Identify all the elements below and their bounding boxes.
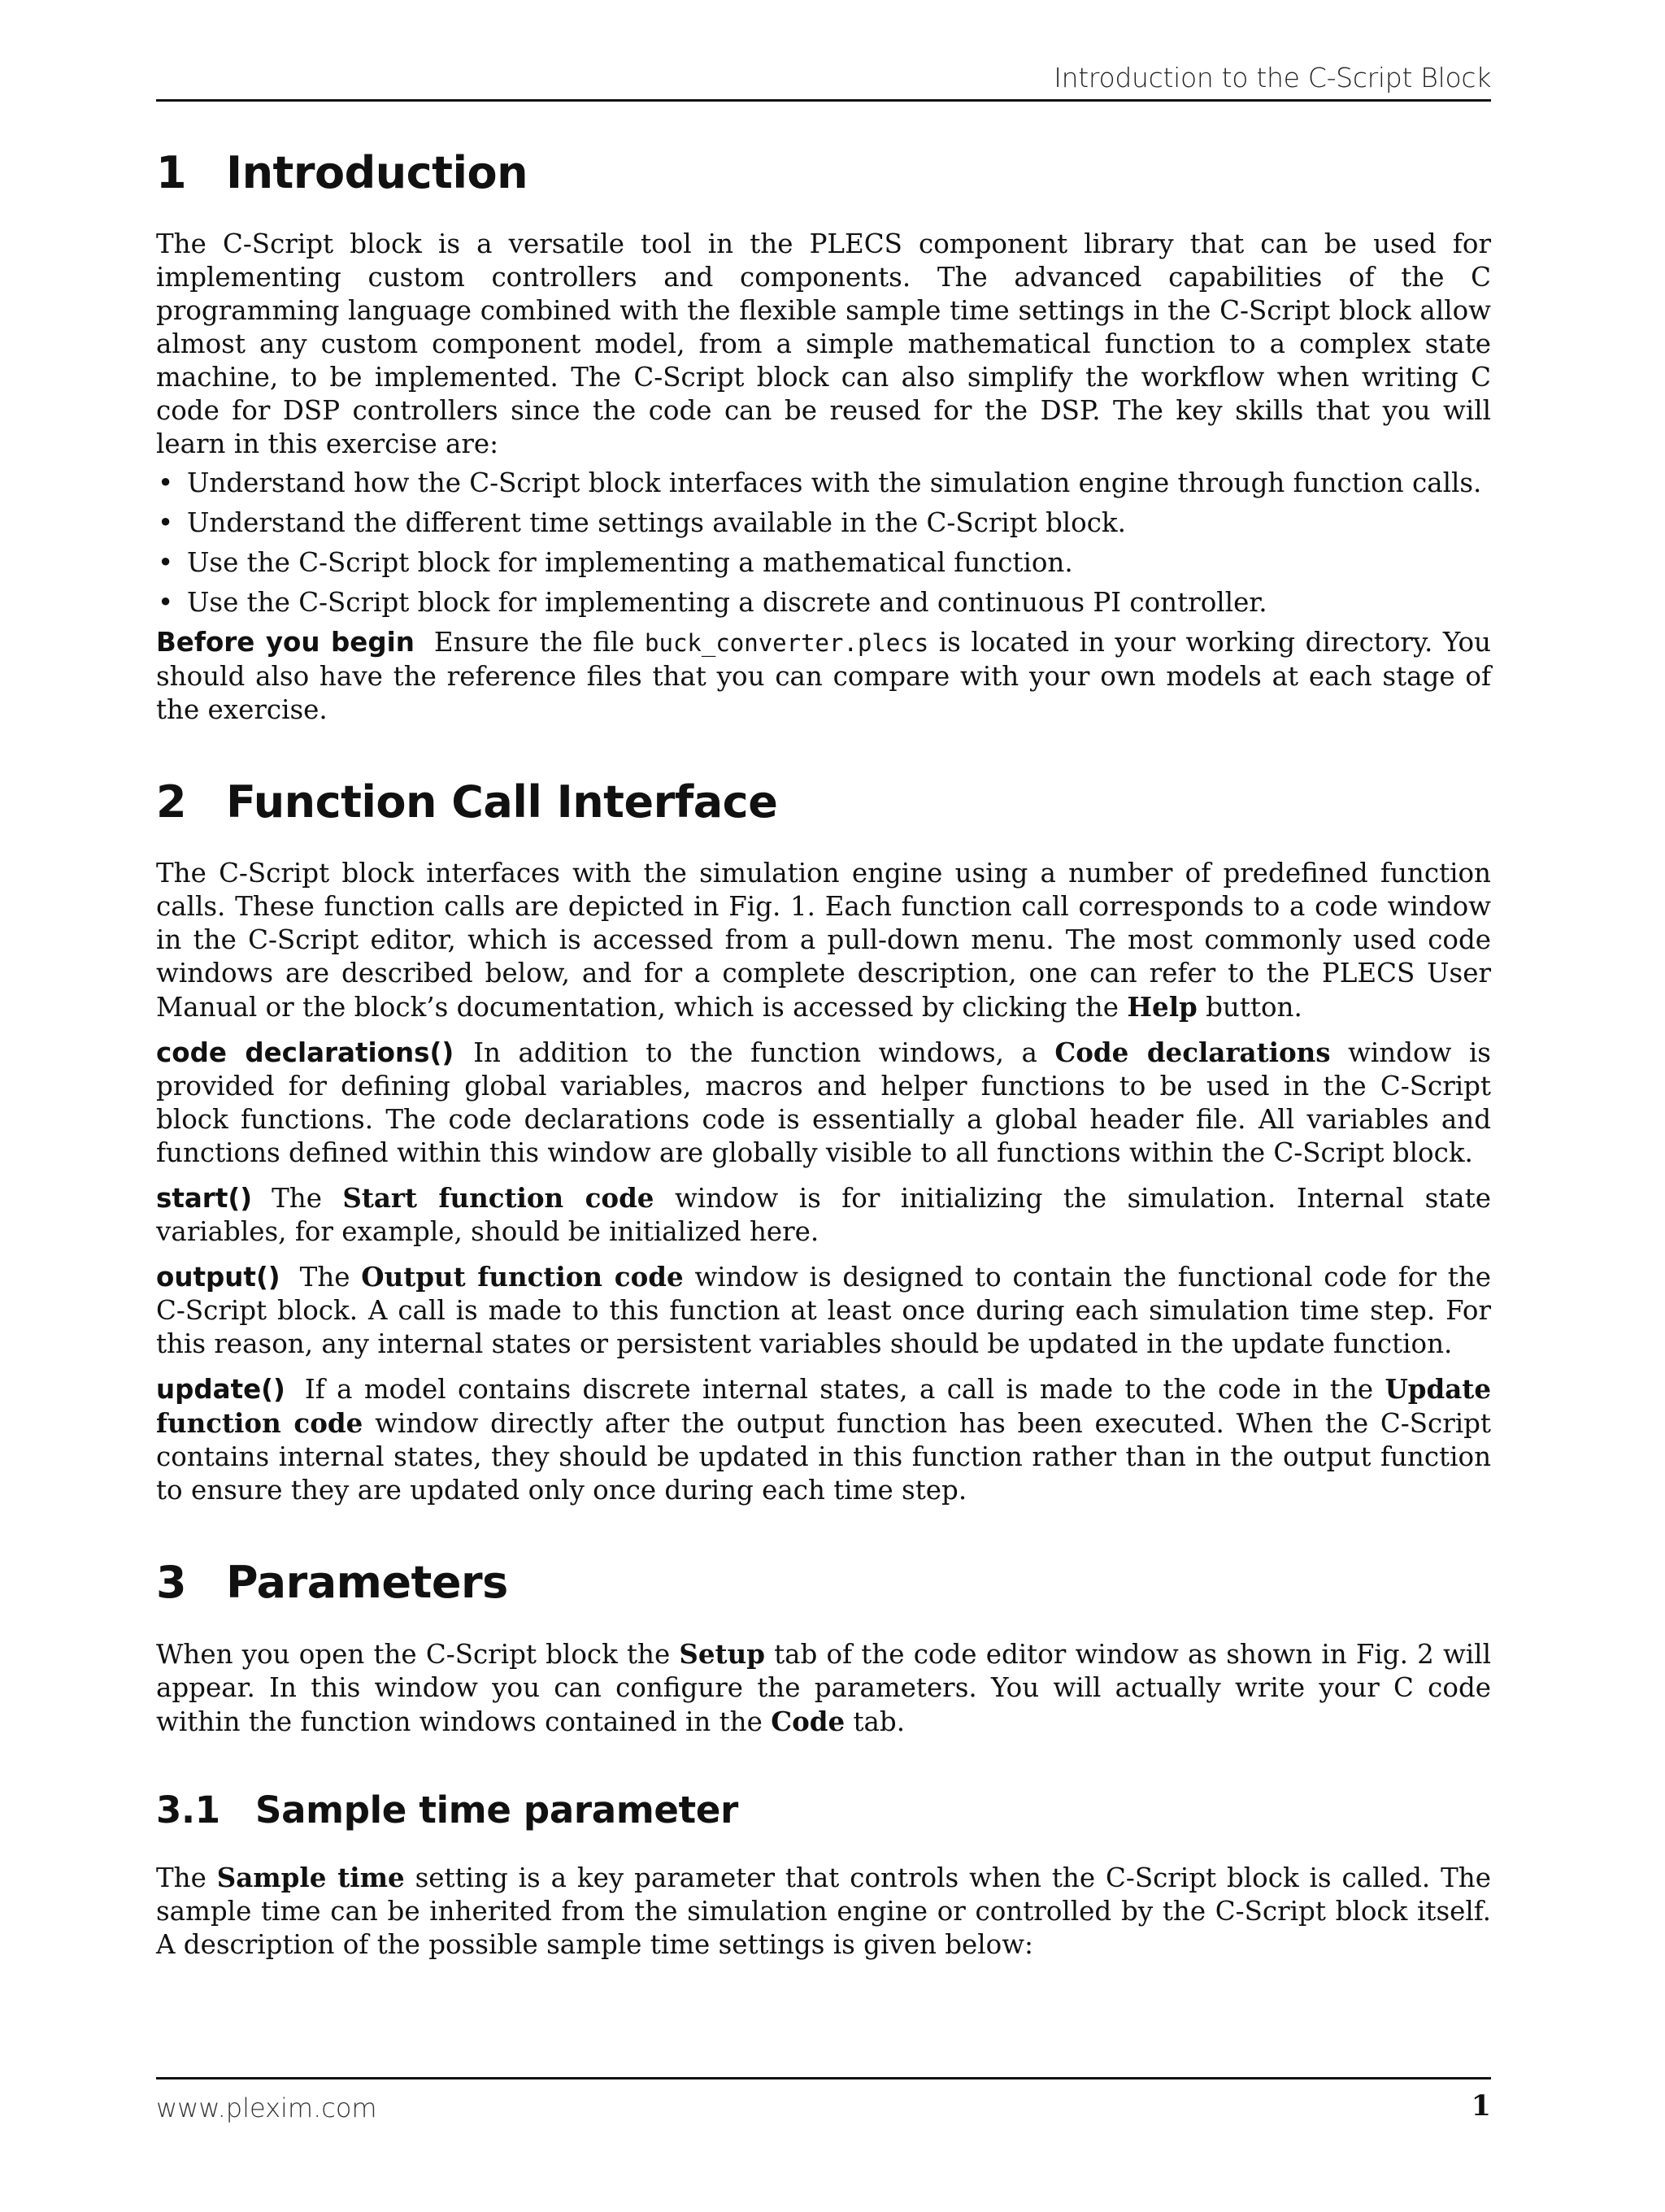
output-item: output() The Output function code window is designed to contain the functional code for the C-Script block. A call is made to this function at least once during each simulation time step. For this reason, any internal states or persistent variables should be updated in the update function. [156,1261,1491,1359]
update-label: update() [156,1374,285,1405]
filename: buck_converter.plecs [645,629,929,657]
skills-list [156,467,1491,619]
section-title: Function Call Interface [226,776,778,828]
header-rule [156,99,1491,102]
setup-tab-reference: Setup [679,1638,765,1670]
running-header-title: Introduction to the C-Script Block [1054,62,1491,93]
intro-paragraph: The C-Script block is a versatile tool in the PLECS component library that can be used for implementing custom controllers and components. The advanced capabilities of the C programming language combined with the flexible sample time settings in the C-Script block allow almost any custom component model, from a simple mathematical function to a complex state machine, to be implemented. The C-Script block can also simplify the workflow when writing C code for DSP controllers since the code can be reused for the DSP. The key skills that you will learn in this exercise are: [156,228,1491,459]
page-content [156,146,1491,1962]
bullet-icon: • [158,547,174,578]
bullet-icon: • [158,587,174,618]
update-item: update() If a model contains discrete internal states, a call is made to the code in the Update function code window directly after the output function has been executed. When the C-Script contains internal states, they should be updated in this function rather than in the output function to ensure they are updated only once during each time step. [156,1373,1491,1506]
section-title: Parameters [226,1557,508,1608]
section-number: 2 [156,776,187,828]
start-item: start() The Start function code window is for initializing the simulation. Internal state variables, for example, should be initialized here. [156,1182,1491,1247]
before-you-begin-label: Before you begin [156,627,415,658]
help-button-reference: Help [1127,991,1198,1023]
section-heading-parameters [156,1556,1491,1610]
subsection-number: 3.1 [156,1788,220,1832]
list-item: • Understand the different time settings available in the C-Script block. [158,507,1126,538]
output-label: output() [156,1262,280,1293]
list-item: • Use the C-Script block for implementing a discrete and continuous PI controller. [158,587,1267,618]
before-you-begin-paragraph: Before you begin Ensure the file buck_converter.plecs is located in your working directory. You should also have the reference files that you can compare with your own models at each stage of the exercise. [156,627,1491,725]
subsection-title: Sample time parameter [255,1788,738,1832]
section-heading-function-call-interface [156,776,1491,829]
code-declarations-label: code declarations() [156,1037,454,1068]
list-item: • Understand how the C-Script block interfaces with the simulation engine through function calls. [158,467,1482,498]
section-number: 1 [156,147,187,198]
bullet-icon: • [158,467,174,498]
footer-website: www.plexim.com [156,2092,377,2123]
subsection-heading-sample-time [156,1788,1491,1833]
sample-time-paragraph: The Sample time setting is a key parameter that controls when the C-Script block is called. The sample time can be inherited from the simulation engine or controlled by the C-Script block itself. A description of the possible sample time settings is given below: [156,1862,1491,1960]
list-item: • Use the C-Script block for implementing a mathematical function. [158,547,1073,578]
code-declarations-item: code declarations() In addition to the function windows, a Code declarations window is provided for defining global variables, macros and helper functions to be used in the C-Script block functions. The code declarations code is essentially a global header file. All variables and functions defined within this window are globally visible to all functions within the C-Script block. [156,1036,1491,1168]
bullet-icon: • [158,507,174,538]
section-title: Introduction [226,147,528,198]
function-call-paragraph: The C-Script block interfaces with the simulation engine using a number of predefined function calls. These function calls are depicted in Fig. 1. Each function call corresponds to a code window in the C-Script editor, which is accessed from a pull-down menu. The most commonly used code windows are described below, and for a complete description, one can refer to the PLECS User Manual or the block’s documentation, which is accessed by clicking the Help button. [156,858,1491,1023]
page-number: 1 [1471,2089,1491,2123]
footer-rule [156,2077,1491,2079]
parameters-paragraph: When you open the C-Script block the Setup tab of the code editor window as shown in Fig. 2 will appear. In this window you can configure the parameters. You will actually write your C code within the function windows contained in the Code tab. [156,1638,1491,1737]
section-heading-introduction [156,146,1491,200]
start-label: start() [156,1183,253,1214]
section-number: 3 [156,1557,187,1608]
code-tab-reference: Code [771,1706,846,1737]
